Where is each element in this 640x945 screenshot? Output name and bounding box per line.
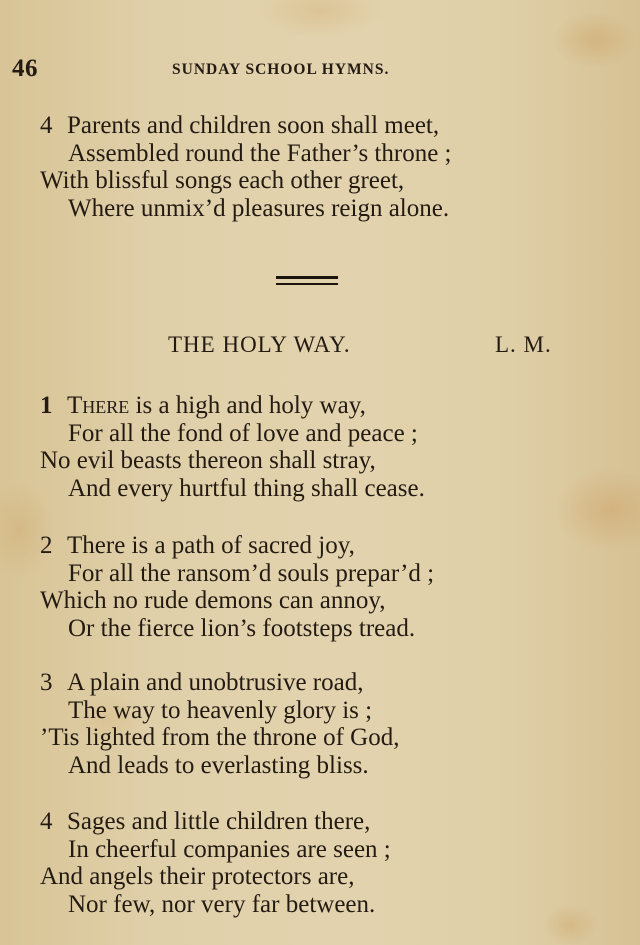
verse-number: 4 [40,808,53,835]
stanza-line: For all the fond of love and peace ; [68,419,418,447]
stanza-line: The way to heavenly glory is ; [68,696,373,724]
stanza-line: 4 Sages and little children there, [40,808,371,835]
stanza-line: ’Tis lighted from the throne of God, [40,724,400,751]
stanza-line: Which no rude demons can annoy, [40,587,386,614]
stanza-line: Assembled round the Father’s throne ; [68,139,452,167]
running-header [12,55,632,85]
stanza-line: Where unmix’d pleasures reign alone. [68,194,450,222]
verse-number: 2 [40,532,53,559]
double-rule-separator [276,276,338,286]
stanza-line: For all the ransom’d souls prepar’d ; [68,559,435,587]
stanza-line: And leads to everlasting bliss. [68,751,369,779]
stanza-line: In cheerful companies are seen ; [68,835,391,863]
stanza-line: With blissful songs each other greet, [40,167,405,194]
stanza-line: Nor few, nor very far between. [68,890,376,918]
opening-word: There [67,392,130,419]
stanza-4 [40,808,391,918]
stanza-3 [40,669,399,779]
verse-number: 1 [40,392,53,419]
stanza-line: 1 There is a high and holy way, [40,392,366,419]
stanza-line: 2 There is a path of sacred joy, [40,532,355,559]
running-title: SUNDAY SCHOOL HYMNS. [172,61,390,78]
rule-thin [276,283,338,285]
hymn-meter: L. M. [495,332,552,357]
page-number: 46 [12,55,38,82]
stanza-line: And every hurtful thing shall cease. [68,474,425,502]
rule-thick [276,276,338,279]
previous-hymn-stanza [40,112,452,222]
verse-number: 3 [40,669,53,696]
verse-number: 4 [40,112,53,139]
stanza-line: No evil beasts thereon shall stray, [40,447,376,474]
stanza-line: 4 Parents and children soon shall meet, [40,112,440,139]
stanza-2 [40,532,434,642]
stanza-line: And angels their protectors are, [40,863,355,890]
stanza-line: Or the fierce lion’s footsteps tread. [68,614,416,642]
stanza-line: 3 A plain and unobtrusive road, [40,669,364,696]
hymn-title: THE HOLY WAY. [168,332,351,357]
stanza-1 [40,392,425,502]
